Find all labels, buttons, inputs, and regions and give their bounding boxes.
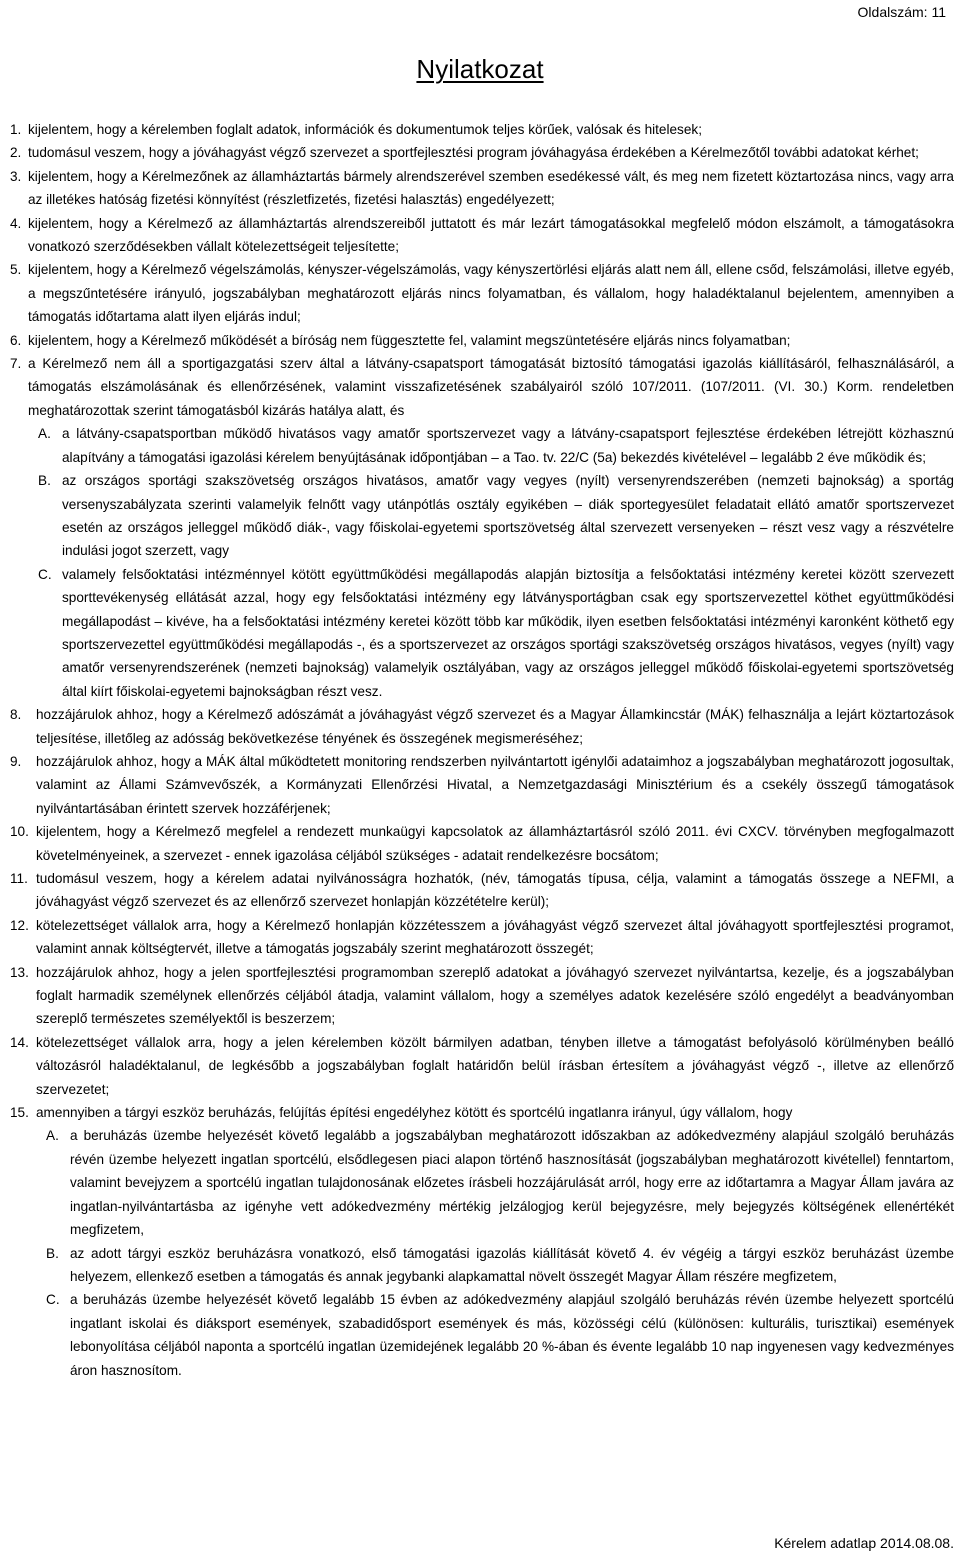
sub-item-letter: B.: [46, 1245, 59, 1261]
item-text: kötelezettséget vállalok arra, hogy a jelen kérelemben közölt bármilyen adatban, tényben illetve a támogatást befolyásoló körülményben beálló változásról haladéktalanul, de legkésőbb a jogszabályban foglalt határidőn belül írásban értesítem a jóváhagyást végző -, illetve az ellenőrző szervezetet;: [36, 1034, 954, 1097]
sub-item-text: az adott tárgyi eszköz beruházásra vonatkozó, első támogatási igazolás kiállítását követő 4. év végéig a tárgyi eszköz beruházást üzembe helyezem, ellenkező esetben a támogatás és annak jegybanki alapkamattal növelt összegét Magyar Állam részére megfizetem,: [70, 1245, 954, 1284]
item-text: hozzájárulok ahhoz, hogy a MÁK által működtetett monitoring rendszerben nyilvántartott igénylői adataimhoz a jogszabályban meghatározott jogosultak, valamint az Állami Számvevőszék, a Kormányzati Ellenőrzési Hivatal, a Nemzetgazdasági Minisztérium és a csekély összegű támogatások nyilvántartásában érintett szervek hozzáférjenek;: [36, 753, 954, 816]
sub-item-text: a beruházás üzembe helyezését követő legalább a jogszabályban meghatározott időszakban az adókedvezmény alapjául szolgáló beruházás révén üzembe helyezett ingatlan sportcélú, elsődlegesen piaci alapon történő hasznosítását (jogszabályban meghatározott kivétellel) fenntartom, valamint bevejyzem a sportcélú ingatlan tulajdonosának előzetes írásbeli hozzájárulását arról, hogy erre az időtartamra a Magyar Állam javára az ingatlan-nyilvántartásba az igényhe vett adókedvezmény mértékig jelzálogjog kerül bejegyzésre, mely bejegyzés költségének ellenértékét megfizetem,: [70, 1128, 954, 1238]
sub-item-letter: C.: [38, 566, 52, 582]
item-text: tudomásul veszem, hogy a jóváhagyást végző szervezet a sportfejlesztési program jóváhagyása érdekében a Kérelmezőtől további adatokat kérhet;: [28, 145, 919, 161]
item-text: kijelentem, hogy a Kérelmező végelszámolás, kényszer-végelszámolás, vagy kényszertörlési eljárás alatt nem áll, ellene csőd, felszámolási, illetve egyéb, a megszűntetésére irányuló, jogszabályban meghatározott eljárás nincs folyamatban, és vállalom, hogy haladéktalanul bejelentem, amennyiben a támogatás időtartama alatt ilyen eljárás indul;: [28, 262, 954, 325]
form-version-stamp: Kérelem adatlap 2014.08.08.: [774, 1535, 954, 1551]
declaration-item: [10, 352, 954, 703]
item-number: 12.: [10, 917, 29, 933]
sub-item-letter: B.: [38, 473, 51, 489]
item-number: 9.: [10, 753, 22, 769]
page-number: Oldalszám: 11: [857, 4, 946, 20]
item-number: 3.: [10, 168, 22, 184]
sub-item-letter: A.: [46, 1128, 59, 1144]
sub-item: [28, 563, 954, 703]
item-text: a Kérelmező nem áll a sportigazgatási szerv által a látvány-csapatsport támogatását biztosító támogatási igazolás kiállításáról, felhasználásáról, a támogatás elszámolásának és ellenőrzésének, valamint visszafizetésének szabályairól szóló 107/2011. (107/2011. (VI. 30.) Korm. rendeletben meghatározottak szerint támogatásból kizárás hatálya alatt, és: [28, 356, 954, 418]
sub-item-text: a beruházás üzembe helyezését követő legalább 15 évben az adókedvezmény alapjául szolgáló beruházás révén üzembe helyezett sportcélú ingatlant iskolai és diáksport események, szabadidősport események és más, közösségi célú (különösen: kulturális, turisztikai) események lebonyolítása céljából naponta a sportcélú ingatlan üzemidejének legalább 20 %-ában és évente legalább 10 nap ingyenesen vagy kedvezményes áron hasznosítom.: [70, 1292, 954, 1378]
item-text: kijelentem, hogy a Kérelmező működését a bíróság nem függesztette fel, valamint megszüntetésére eljárás nincs folyamatban;: [28, 332, 791, 348]
item-text: kijelentem, hogy a kérelemben foglalt adatok, információk és dokumentumok teljes körűek, valósak és hitelesek;: [28, 122, 702, 137]
declaration-item: [10, 141, 954, 164]
item-text: hozzájárulok ahhoz, hogy a Kérelmező adószámát a jóváhagyást végző szervezet és a Magyar Államkincstár (MÁK) felhasználja a lejárt köztartozások teljesítése, illetőleg az adósság bekövetkezése tényének és összegének megismeréséhez;: [36, 707, 954, 746]
declaration-item: [10, 1031, 954, 1101]
item-number: 8.: [10, 707, 22, 723]
item-text: kötelezettséget vállalok arra, hogy a Kérelmező honlapján közzétesszem a jóváhagyást végző szervezet által jóváhagyott sportfejlesztési programot, valamint annak költségtervét, illetve a támogatás jogszabály szerint meghatározott összegét;: [36, 917, 954, 957]
item-number: 4.: [10, 215, 22, 231]
item-number: 5.: [10, 262, 22, 278]
sub-item: [28, 469, 954, 563]
declaration-item: [10, 165, 954, 212]
item-text: kijelentem, hogy a Kérelmezőnek az államháztartás bármely alrendszerével szemben esedékessé vált, és meg nem fizetett köztartozása nincs, vagy arra az illetékes hatóság fizetési könnyítést (részletfizetés, fizetési halasztás) engedélyezett;: [28, 168, 954, 208]
item-number: 15.: [10, 1105, 29, 1121]
item-number: 6.: [10, 332, 22, 348]
item-number: 2.: [10, 145, 22, 161]
declaration-item: [10, 1101, 954, 1382]
item-number: 14.: [10, 1034, 29, 1050]
declaration-item: [10, 329, 954, 352]
item-text: kijelentem, hogy a Kérelmező megfelel a rendezett munkaügyi kapcsolatok az államháztartásról szóló 2011. évi CXCV. törvényben megfogalmazott követelményeinek, a szervezet - ennek igazolása céljából szükséges - adatait rendelkezésre bocsátom;: [36, 824, 954, 863]
declaration-item: [10, 258, 954, 328]
item-number: 10.: [10, 824, 29, 840]
declaration-item: [10, 961, 954, 1031]
item-number: 1.: [10, 122, 22, 137]
document-title: Nyilatkozat: [416, 54, 544, 84]
item-number: 13.: [10, 964, 29, 980]
declaration-item: [10, 212, 954, 259]
declaration-item: [10, 703, 954, 750]
item-text: tudomásul veszem, hogy a kérelem adatai nyilvánosságra hozhatók, (név, támogatás típusa, célja, valamint a támogatás összege a NEFMI, a jóváhagyást végző szervezet és az ellenőrző szervezet honlapján közzétételre kerül);: [36, 871, 954, 910]
item-text: amennyiben a tárgyi eszköz beruházás, felújítás építési engedélyhez kötött és sportcélú ingatlanra irányul, úgy vállalom, hogy: [36, 1105, 793, 1121]
sub-item-text: valamely felsőoktatási intézménnyel kötött együttműködési megállapodás alapján biztosítja a felsőoktatási intézmény keretei között szervezett sporttevékenység ellátását azzal, hogy egy felsőoktatási intézmény egy látványsportágban csak egy sportszervezettel köthet együttműködési megállapodást – kivéve, ha a felsőoktatási intézmény keretei között több kar működik, ilyen esetben felsőoktatási intézményi karonként köthető egy sportszervezettel együttműködési megállapodás -, és a sportszervezet az országos sportági szakszövetség országos hivatásos, vegyes (nyílt) vagy amatőr versenyrendszerének (nemzeti bajnokság) valamelyik osztályában, vagy az országos jelleggel működő főiskolai-egyetemi sportszövetség által kiírt főiskolai-egyetemi bajnokságban részt vesz.: [62, 566, 954, 699]
declaration-item: [10, 750, 954, 820]
sub-item-text: a látvány-csapatsportban működő hivatásos vagy amatőr sportszervezet vagy a látvány-csapatsport fejlesztése érdekében létrejött közhasznú alapítvány a támogatási igazolási kérelem benyújtásának időpontjában – a Tao. tv. 22/C (5a) bekezdés kivételével – legalább 2 éve működik és;: [62, 426, 954, 465]
sub-item-letter: A.: [38, 426, 51, 442]
item-number: 7.: [10, 356, 22, 372]
sub-item: [28, 422, 954, 469]
declaration-item: [10, 118, 954, 141]
sub-item: [36, 1124, 954, 1241]
declaration-item: [10, 914, 954, 961]
item-text: kijelentem, hogy a Kérelmező az államháztartás alrendszereiből juttatott és már lezárt támogatásokkal megfelelő módon elszámolt, a támogatásokra vonatkozó szerződésekben vállalt kötelezettségeit teljesítette;: [28, 215, 954, 255]
item-number: 11.: [10, 871, 28, 886]
declaration-item: [10, 867, 954, 914]
sub-item-letter: C.: [46, 1292, 60, 1308]
declaration-item: [10, 820, 954, 867]
declaration-list: [10, 118, 954, 1382]
sub-item-text: az országos sportági szakszövetség országos hivatásos, amatőr vagy vegyes (nyílt) versenyrendszerében (nemzeti bajnokság) a sportág versenyszabályzata szerinti valamelyik felnőtt vagy utánpótlás osztály egyikében – diák sportegyesület feladatait ellátó amatőr sportszervezet esetén az országos jelleggel működő diák-, vagy főiskolai-egyetemi sportszövetség által szervezett versenyeken – részt vesz vagy a részvételre indulási jogot szerzett, vagy: [62, 473, 954, 559]
item-text: hozzájárulok ahhoz, hogy a jelen sportfejlesztési programomban szereplő adatokat a jóváhagyó szervezet nyilvántartsa, kezelje, és a jogszabályban foglalt harmadik személynek ellenőrzés céljából átadja, valamint vállalom, hogy a személyes adatok kezelésére szóló engedélyt a beadványomban szereplő természetes személyektől is beszerzem;: [36, 964, 954, 1027]
sub-item: [36, 1288, 954, 1382]
sub-item: [36, 1242, 954, 1289]
